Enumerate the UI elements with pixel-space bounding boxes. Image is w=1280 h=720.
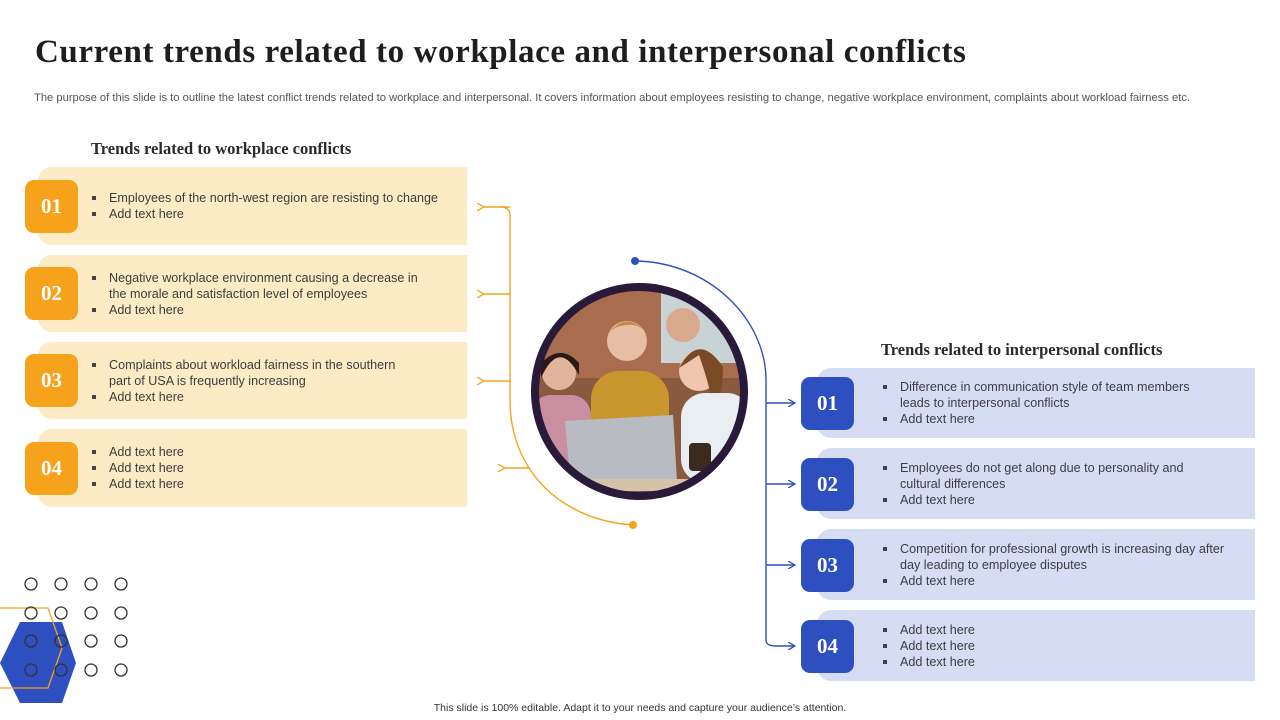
bullet-text: Add text here: [109, 460, 409, 476]
bullet-text: Add text here: [109, 389, 399, 405]
workplace-conflicts-heading: Trends related to workplace conflicts: [91, 139, 352, 158]
slide-description: The purpose of this slide is to outline the latest conflict trends related to workplace and interpersonal. It covers information about employees resisting to change, negative workplace environment, complaints about workload fairness etc.: [34, 92, 1191, 104]
workplace-trend-number-1: 01: [25, 180, 78, 233]
interpersonal-connector-dot: [631, 257, 639, 265]
workplace-trend-number-4: 04: [25, 442, 78, 495]
bullet-text: Competition for professional growth is increasing day after day leading to employee disputes: [900, 541, 1240, 573]
workplace-trend-number-3: 03: [25, 354, 78, 407]
bullet-text: Difference in communication style of team members leads to interpersonal conflicts: [900, 379, 1220, 411]
bullet-text: Add text here: [900, 638, 1200, 654]
bullet-text: Employees of the north-west region are resisting to change: [109, 190, 479, 206]
team-photo-illustration: [531, 283, 748, 500]
bullet-text: Add text here: [109, 444, 409, 460]
bullet-text: Negative workplace environment causing a decrease in the morale and satisfaction level of employees: [109, 270, 434, 302]
bullet-text: Employees do not get along due to personality and cultural differences: [900, 460, 1200, 492]
bullet-text: Add text here: [109, 302, 434, 318]
bullet-text: Add text here: [900, 492, 1200, 508]
bullet-text: Add text here: [900, 622, 1200, 638]
interpersonal-trend-number-3: 03: [801, 539, 854, 592]
workplace-trend-number-2: 02: [25, 267, 78, 320]
decorative-hexagon: [0, 622, 76, 703]
interpersonal-trend-number-2: 02: [801, 458, 854, 511]
footer-note: This slide is 100% editable. Adapt it to your needs and capture your audience’s attention.: [433, 702, 847, 714]
interpersonal-trend-number-4: 04: [801, 620, 854, 673]
bullet-text: Complaints about workload fairness in the southern part of USA is frequently increasing: [109, 357, 399, 389]
decorative-pattern: [0, 570, 140, 705]
bullet-text: Add text here: [900, 411, 1220, 427]
slide-title: Current trends related to workplace and interpersonal conflicts: [35, 34, 967, 70]
bullet-text: Add text here: [900, 654, 1200, 670]
team-photo: [531, 283, 748, 500]
bullet-text: Add text here: [900, 573, 1240, 589]
bullet-text: Add text here: [109, 476, 409, 492]
interpersonal-conflicts-heading: Trends related to interpersonal conflicts: [881, 340, 1163, 359]
interpersonal-trend-number-1: 01: [801, 377, 854, 430]
bullet-text: Add text here: [109, 206, 479, 222]
workplace-connector-dot: [629, 521, 637, 529]
